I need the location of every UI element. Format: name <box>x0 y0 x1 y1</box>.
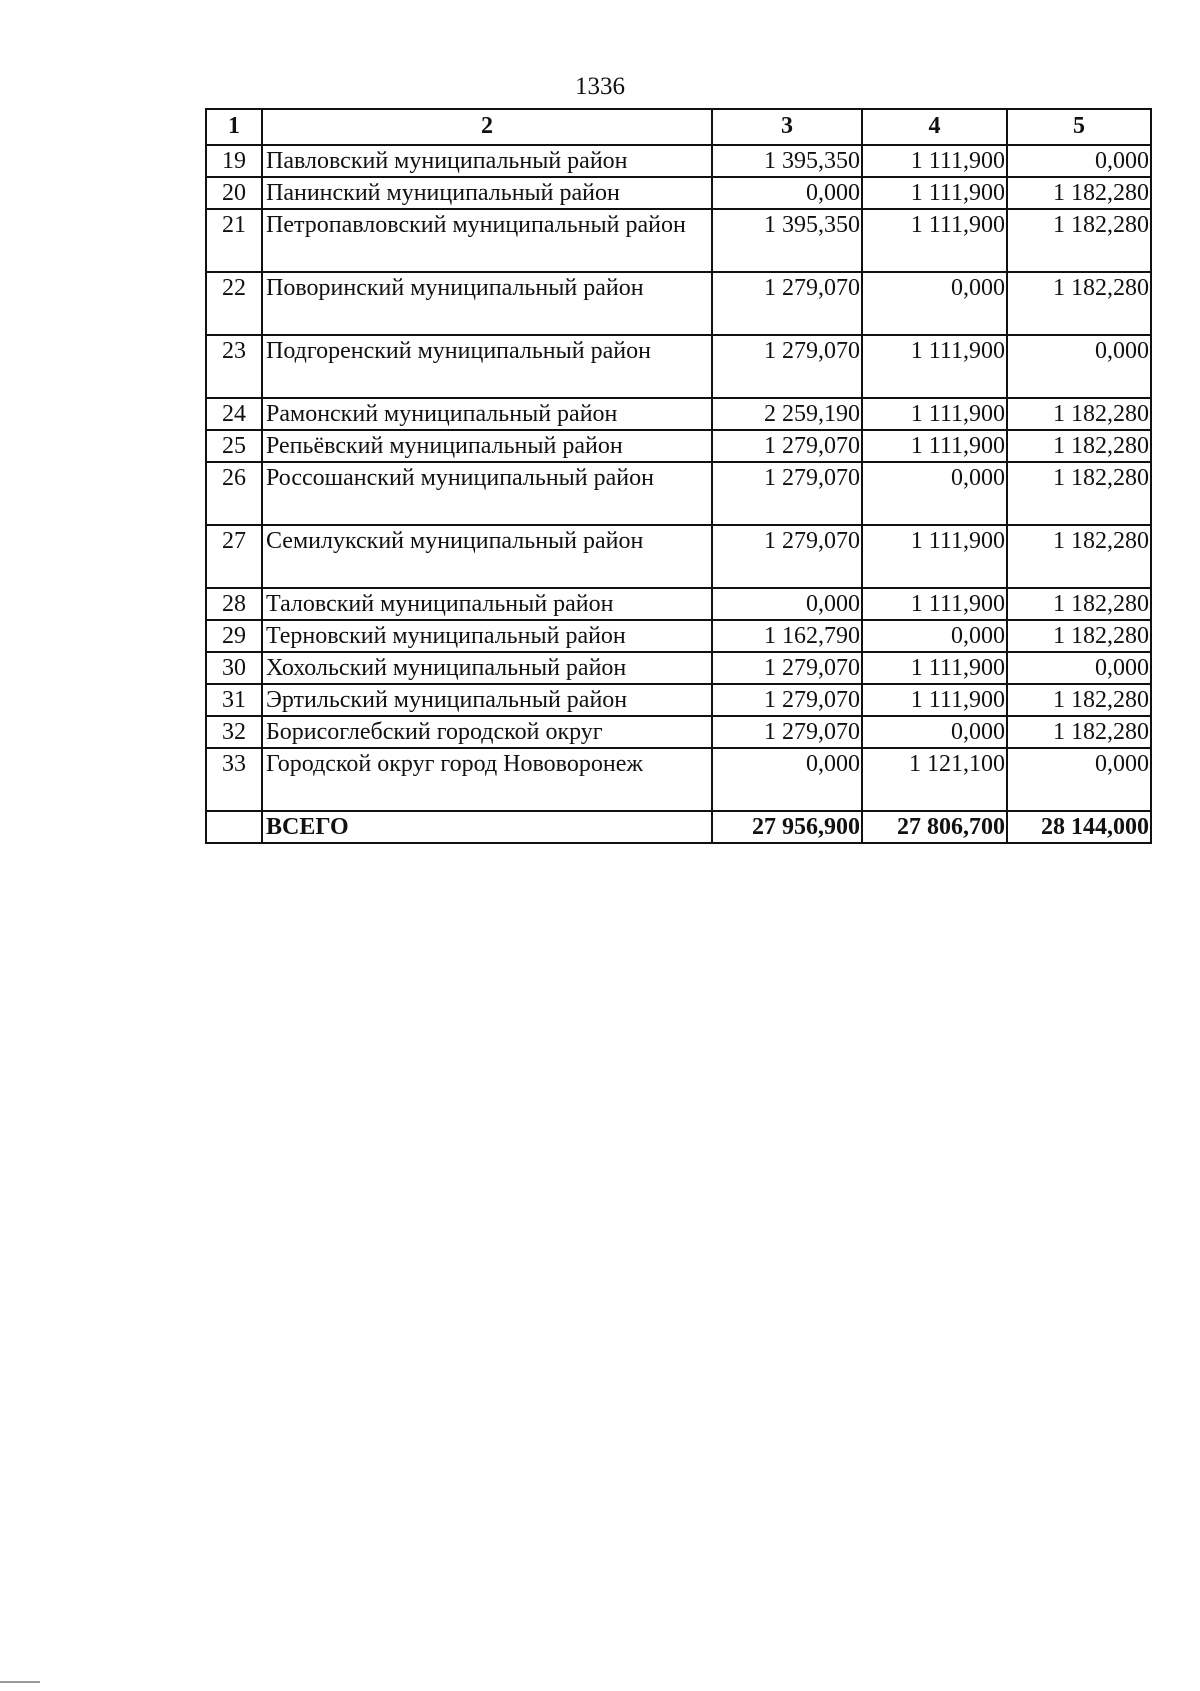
row-name: Россошанский муниципальный район <box>262 462 712 525</box>
row-number: 19 <box>206 145 262 177</box>
row-name: Городской округ город Нововоронеж <box>262 748 712 811</box>
row-value-col-5: 1 182,280 <box>1007 398 1151 430</box>
table-row <box>206 588 1151 620</box>
row-number: 22 <box>206 272 262 335</box>
row-value-col-4: 1 111,900 <box>862 335 1007 398</box>
row-value-col-4: 1 121,100 <box>862 748 1007 811</box>
row-number: 21 <box>206 209 262 272</box>
table-row <box>206 272 1151 335</box>
row-value-col-5: 0,000 <box>1007 145 1151 177</box>
row-number: 25 <box>206 430 262 462</box>
row-name: Рамонский муниципальный район <box>262 398 712 430</box>
row-value-col-5: 1 182,280 <box>1007 430 1151 462</box>
row-value-col-3: 1 279,070 <box>712 272 862 335</box>
row-name: Репьёвский муниципальный район <box>262 430 712 462</box>
row-name: Поворинский муниципальный район <box>262 272 712 335</box>
row-value-col-4: 1 111,900 <box>862 684 1007 716</box>
row-name: Таловский муниципальный район <box>262 588 712 620</box>
row-number: 31 <box>206 684 262 716</box>
row-name: Подгоренский муниципальный район <box>262 335 712 398</box>
row-number: 23 <box>206 335 262 398</box>
row-value-col-4: 0,000 <box>862 716 1007 748</box>
row-value-col-4: 0,000 <box>862 272 1007 335</box>
row-name: Терновский муниципальный район <box>262 620 712 652</box>
row-value-col-4: 1 111,900 <box>862 652 1007 684</box>
row-value-col-3: 1 279,070 <box>712 430 862 462</box>
row-number: 28 <box>206 588 262 620</box>
row-value-col-3: 1 395,350 <box>712 145 862 177</box>
row-value-col-5: 1 182,280 <box>1007 620 1151 652</box>
table-row <box>206 145 1151 177</box>
header-col-3: 3 <box>712 109 862 145</box>
total-label: ВСЕГО <box>262 811 712 843</box>
row-value-col-3: 1 279,070 <box>712 525 862 588</box>
table-row <box>206 748 1151 811</box>
row-value-col-5: 1 182,280 <box>1007 462 1151 525</box>
table-row <box>206 398 1151 430</box>
row-value-col-5: 0,000 <box>1007 748 1151 811</box>
header-col-4: 4 <box>862 109 1007 145</box>
row-value-col-4: 1 111,900 <box>862 145 1007 177</box>
row-number: 26 <box>206 462 262 525</box>
total-row <box>206 811 1151 843</box>
row-value-col-3: 1 279,070 <box>712 652 862 684</box>
row-name: Эртильский муниципальный район <box>262 684 712 716</box>
row-value-col-5: 1 182,280 <box>1007 177 1151 209</box>
row-value-col-5: 1 182,280 <box>1007 525 1151 588</box>
row-number: 27 <box>206 525 262 588</box>
row-value-col-4: 0,000 <box>862 620 1007 652</box>
row-number: 20 <box>206 177 262 209</box>
row-name: Хохольский муниципальный район <box>262 652 712 684</box>
total-value-col-4: 27 806,700 <box>862 811 1007 843</box>
row-value-col-3: 0,000 <box>712 588 862 620</box>
header-col-1: 1 <box>206 109 262 145</box>
row-value-col-3: 0,000 <box>712 748 862 811</box>
row-number: 24 <box>206 398 262 430</box>
row-number: 32 <box>206 716 262 748</box>
row-value-col-3: 2 259,190 <box>712 398 862 430</box>
row-number: 30 <box>206 652 262 684</box>
table-row <box>206 620 1151 652</box>
row-value-col-5: 0,000 <box>1007 652 1151 684</box>
row-value-col-3: 0,000 <box>712 177 862 209</box>
row-name: Павловский муниципальный район <box>262 145 712 177</box>
row-name: Семилукский муниципальный район <box>262 525 712 588</box>
row-value-col-5: 1 182,280 <box>1007 684 1151 716</box>
row-value-col-5: 1 182,280 <box>1007 716 1151 748</box>
row-name: Панинский муниципальный район <box>262 177 712 209</box>
table-row <box>206 716 1151 748</box>
table-row <box>206 430 1151 462</box>
row-name: Петропавловский муниципальный район <box>262 209 712 272</box>
row-value-col-4: 1 111,900 <box>862 177 1007 209</box>
row-name: Борисоглебский городской округ <box>262 716 712 748</box>
row-value-col-4: 1 111,900 <box>862 525 1007 588</box>
row-number: 29 <box>206 620 262 652</box>
row-number: 33 <box>206 748 262 811</box>
table-row <box>206 209 1151 272</box>
row-value-col-4: 1 111,900 <box>862 209 1007 272</box>
table-row <box>206 335 1151 398</box>
row-value-col-4: 1 111,900 <box>862 398 1007 430</box>
page-number: 1336 <box>575 73 625 100</box>
table-row <box>206 652 1151 684</box>
table-row <box>206 462 1151 525</box>
row-value-col-4: 1 111,900 <box>862 588 1007 620</box>
total-number <box>206 811 262 843</box>
row-value-col-3: 1 279,070 <box>712 684 862 716</box>
row-value-col-3: 1 279,070 <box>712 335 862 398</box>
table-row <box>206 177 1151 209</box>
table-header-row <box>206 109 1151 145</box>
scan-edge-mark <box>0 1681 40 1691</box>
row-value-col-4: 0,000 <box>862 462 1007 525</box>
table-row <box>206 684 1151 716</box>
row-value-col-5: 1 182,280 <box>1007 209 1151 272</box>
header-col-5: 5 <box>1007 109 1151 145</box>
row-value-col-5: 0,000 <box>1007 335 1151 398</box>
row-value-col-3: 1 395,350 <box>712 209 862 272</box>
row-value-col-3: 1 279,070 <box>712 462 862 525</box>
row-value-col-3: 1 162,790 <box>712 620 862 652</box>
row-value-col-5: 1 182,280 <box>1007 272 1151 335</box>
allocation-table <box>205 108 1152 844</box>
row-value-col-3: 1 279,070 <box>712 716 862 748</box>
header-col-2: 2 <box>262 109 712 145</box>
total-value-col-3: 27 956,900 <box>712 811 862 843</box>
row-value-col-4: 1 111,900 <box>862 430 1007 462</box>
row-value-col-5: 1 182,280 <box>1007 588 1151 620</box>
table-row <box>206 525 1151 588</box>
total-value-col-5: 28 144,000 <box>1007 811 1151 843</box>
